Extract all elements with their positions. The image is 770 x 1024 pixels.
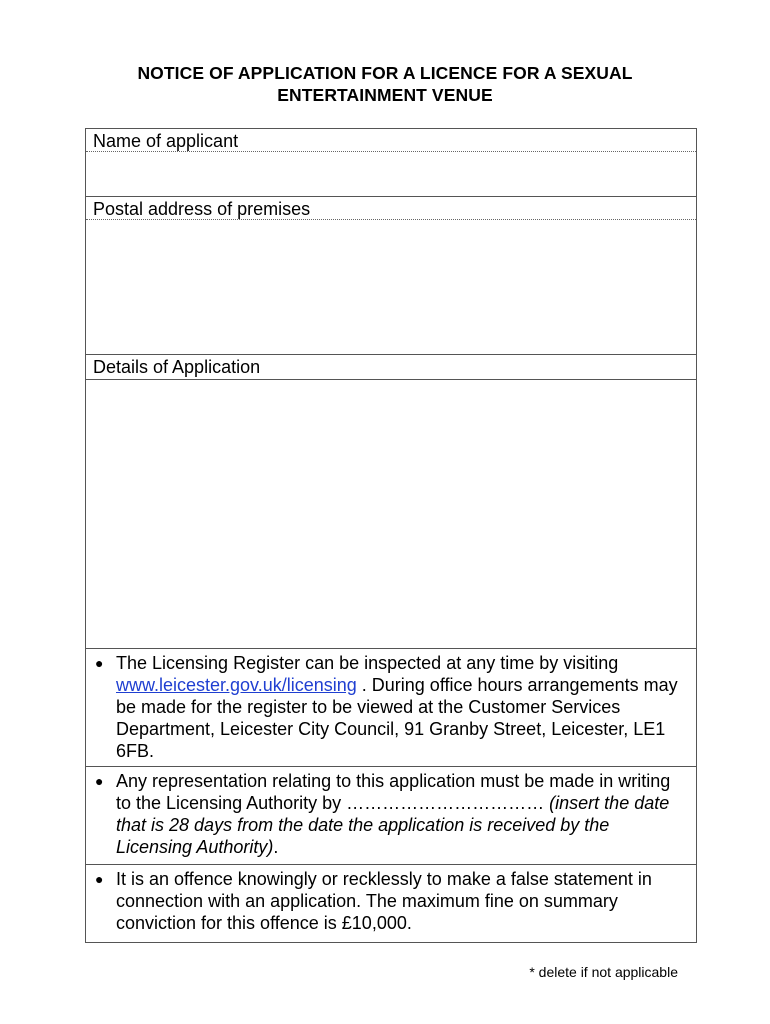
representation-date-instruction: (insert the date that is 28 days from the date the application is received by the Licensing Authority): [116, 793, 670, 857]
representation-note-row: [86, 767, 696, 865]
applicant-label: Name of applicant: [93, 131, 239, 151]
representation-note-text: Any representation relating to this application must be made in writing to the Licensing Authority by: [116, 771, 671, 813]
offence-note-row: [86, 865, 696, 942]
address-field[interactable]: [86, 220, 696, 355]
details-label: Details of Application: [93, 357, 261, 377]
representation-date-blank: ……………………………: [346, 793, 545, 813]
offence-note: [86, 865, 696, 934]
bullet-icon: ●: [95, 773, 104, 789]
notice-title-line-2: ENTERTAINMENT VENUE: [277, 85, 493, 105]
applicant-field[interactable]: [86, 152, 696, 197]
details-value: [86, 380, 696, 390]
address-label-row: [86, 197, 696, 220]
offence-note-text: It is an offence knowingly or recklessly to make a false statement in connection with an application. The maximum fine on summary conviction for this offence is £10,000.: [116, 869, 652, 933]
licensing-register-link[interactable]: www.leicester.gov.uk/licensing: [116, 675, 357, 695]
footnote: * delete if not applicable: [529, 964, 678, 980]
applicant-value: [86, 152, 696, 162]
register-note-text: The Licensing Register can be inspected at any time by visiting: [116, 653, 619, 673]
representation-note-end: .: [273, 837, 279, 857]
applicant-label-row: [86, 129, 696, 152]
notice-title: [60, 62, 710, 106]
register-note-text-continued: . During office hours arrangements may be made for the register to be viewed at the Customer Services Department, Leicester City Council, 91 Granby Street, Leicester, LE1 6FB.: [116, 675, 678, 761]
application-form-table: [85, 128, 697, 943]
details-label-row: [86, 355, 696, 380]
register-note: [86, 649, 696, 762]
bullet-icon: ●: [95, 655, 104, 671]
address-label: Postal address of premises: [93, 199, 311, 219]
address-value: [86, 220, 696, 230]
details-field[interactable]: [86, 380, 696, 649]
bullet-icon: ●: [95, 871, 104, 887]
notice-title-line-1: NOTICE OF APPLICATION FOR A LICENCE FOR A SEXUAL: [137, 63, 633, 83]
register-note-row: [86, 649, 696, 767]
representation-note: [86, 767, 696, 858]
